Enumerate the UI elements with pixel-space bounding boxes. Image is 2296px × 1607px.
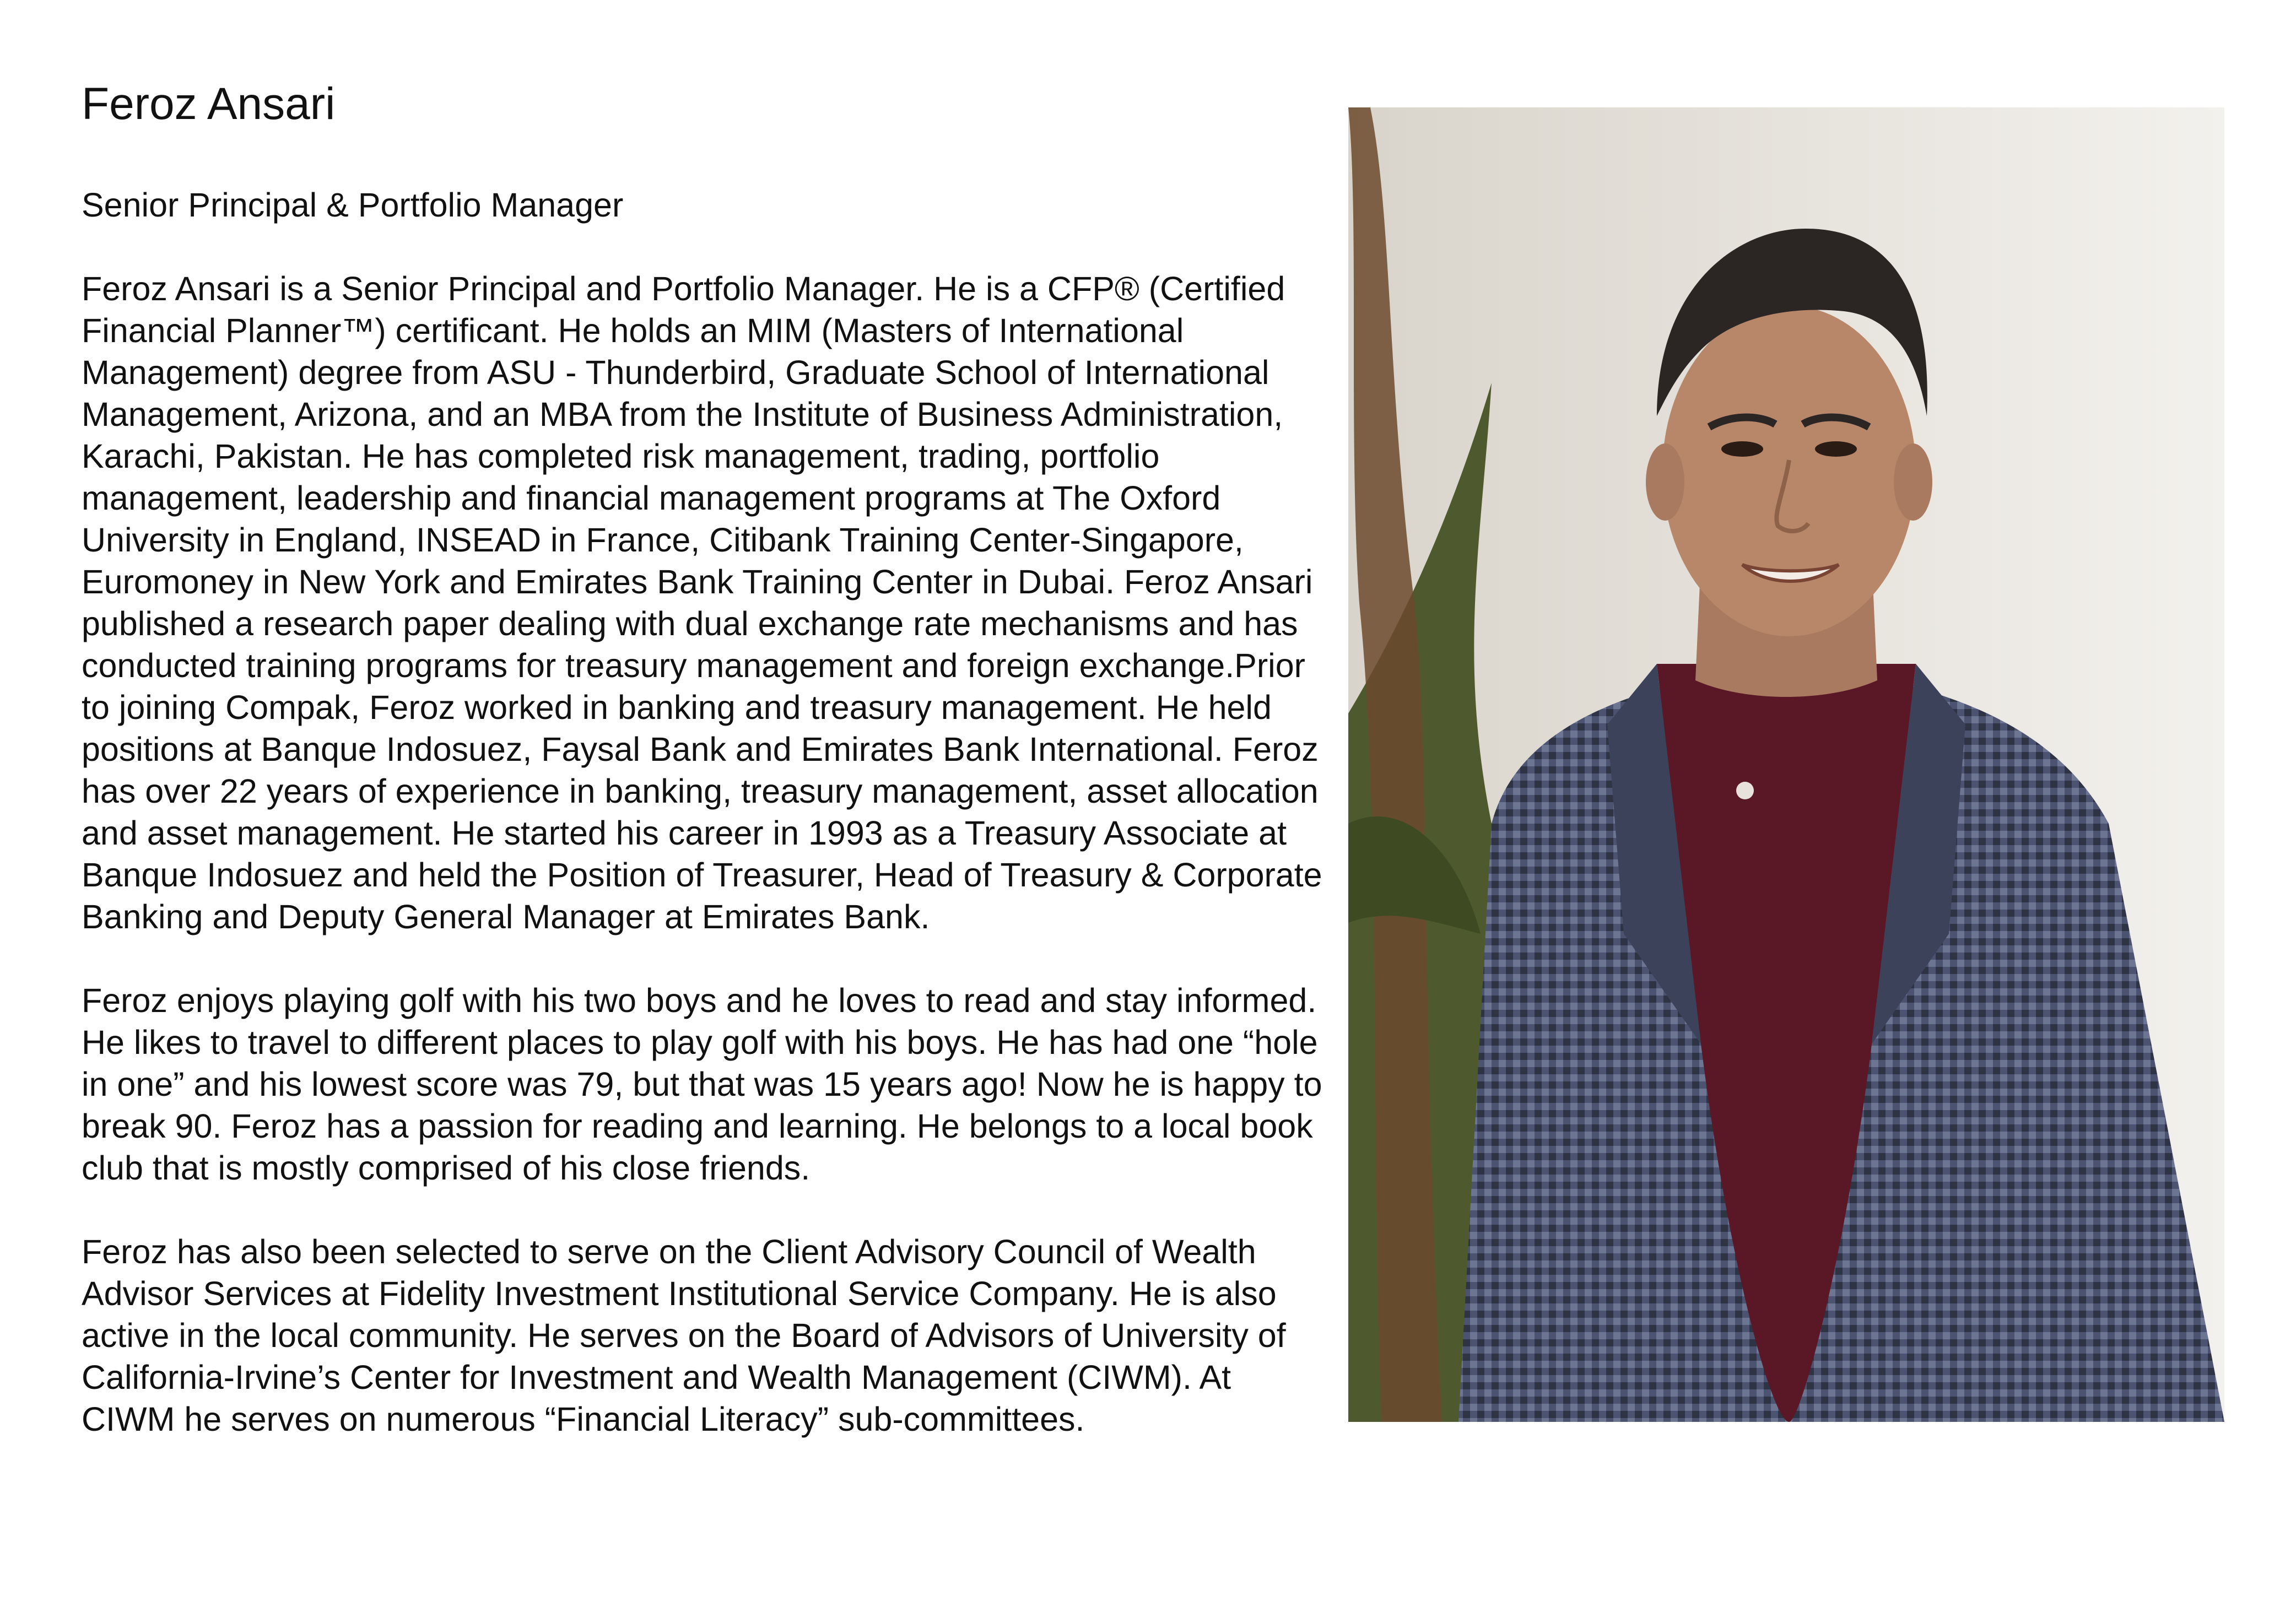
ear-left bbox=[1646, 443, 1684, 521]
profile-bio bbox=[82, 268, 1327, 1440]
eye-right bbox=[1815, 441, 1857, 457]
ear-right bbox=[1894, 443, 1932, 521]
profile-text-column bbox=[82, 77, 1327, 1482]
portrait-illustration bbox=[1348, 107, 2224, 1422]
shirt-button bbox=[1736, 782, 1754, 799]
profile-portrait-photo bbox=[1348, 107, 2224, 1422]
profile-role: Senior Principal & Portfolio Manager bbox=[82, 186, 624, 224]
bio-paragraph-career: Feroz Ansari is a Senior Principal and Portfolio Manager. He is a CFP® (Certified Financial Planner™) certificant. He holds an MIM (Masters of International Management) degree from ASU - Thunderbird, Graduate School of International Management, Arizona, and an MBA from the Institute of Business Administration, Karachi, Pakistan. He has completed risk management, trading, portfolio management, leadership and financial management programs at The Oxford University in England, INSEAD in France, Citibank Training Center-Singapore, Euromoney in New York and Emirates Bank Training Center in Dubai. Feroz Ansari published a research paper dealing with dual exchange rate mechanisms and has conducted training programs for treasury management and foreign exchange.Prior to joining Compak, Feroz worked in banking and treasury management. He held positions at Banque Indosuez, Faysal Bank and Emirates Bank International. Feroz has over 22 years of experience in banking, treasury management, asset allocation and asset management. He started his career in 1993 as a Treasury Associate at Banque Indosuez and held the Position of Treasurer, Head of Treasury & Corporate Banking and Deputy General Manager at Emirates Bank. bbox=[82, 270, 1322, 936]
bio-paragraph-personal: Feroz enjoys playing golf with his two boys and he loves to read and stay informed. He likes to travel to different places to play golf with his boys. He has had one “hole in one” and his lowest score was 79, but that was 15 years ago! Now he is happy to break 90. Feroz has a passion for reading and learning. He belongs to a local book club that is mostly comprised of his close friends. bbox=[82, 982, 1322, 1187]
bio-paragraph-community: Feroz has also been selected to serve on the Client Advisory Council of Wealth Advisor Services at Fidelity Investment Institutional Service Company. He is also active in the local community. He serves on the Board of Advisors of University of California-Irvine’s Center for Investment and Wealth Management (CIWM). At CIWM he serves on numerous “Financial Literacy” sub-committees. bbox=[82, 1233, 1286, 1438]
profile-name: Feroz Ansari bbox=[82, 79, 336, 129]
eye-left bbox=[1721, 441, 1763, 457]
